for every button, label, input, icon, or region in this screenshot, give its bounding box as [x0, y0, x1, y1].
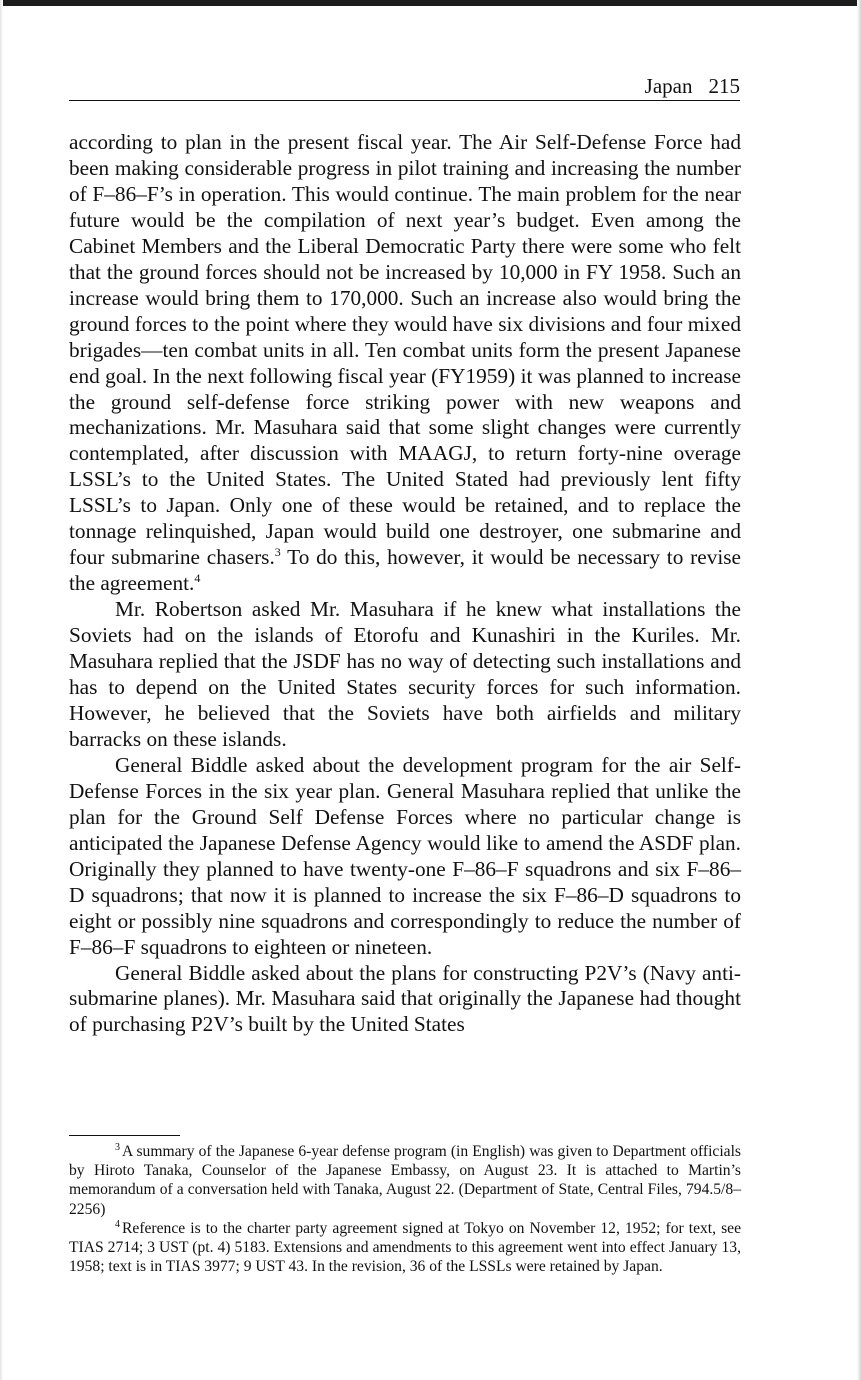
paragraph-text: General Biddle asked about the plans for constructing P2V’s (Navy anti-submarine planes). Mr. Masuhara said that originally the Japanese had thought of purchasing P2V’s built by the United States	[69, 960, 741, 1037]
paragraph-text: according to plan in the present fiscal year. The Air Self-Defense Force had been making considerable progress in pilot training and increasing the number of F–86–F’s in operation. This would continue. The main problem for the near future would be the compilation of next year’s budget. Even among the Cabinet Members and the Liberal Democratic Party there were some who felt that the ground forces should not be increased by 10,000 in FY 1958. Such an increase would bring them to 170,000. Such an increase also would bring the ground forces to the point where they would have six divisions and four mixed brigades—ten combat units in all. Ten combat units form the present Japanese end goal. In the next following fiscal year (FY1959) it was planned to increase the ground self-defense force striking power with new weapons and mechanizations. Mr. Masuhara said that some slight changes were currently contemplated, after discussion with MAAGJ, to return forty-nine overage LSSL’s to the United States. The United Stated had previously lent fifty LSSL’s to Japan. Only one of these would be retained, and to replace the tonnage relinquished, Japan would build one destroyer, one submarine and four submarine chasers.	[69, 130, 741, 570]
page-number: 215	[708, 74, 740, 98]
footnote-text: Reference is to the charter party agreement signed at Tokyo on November 12, 1952; for text, see TIAS 2714; 3 UST (pt. 4) 5183. Extensions and amendments to this agreement went into effect January 13, 1958; text is in TIAS 3977; 9 UST 43. In the revision, 36 of the LSSLs were retained by Japan.	[69, 1219, 741, 1276]
footnote-reference-4: 4	[194, 571, 201, 586]
footnote-rule	[69, 1135, 180, 1136]
body-text	[69, 130, 741, 1038]
paragraph-continued	[69, 130, 741, 597]
paragraph-text: General Biddle asked about the development program for the air Self-Defense Forces in the six year plan. General Masuhara replied that unlike the plan for the Ground Self Defense Forces where no particular change is anticipated the Japanese Defense Agency would like to amend the ASDF plan. Originally they planned to have twenty-one F–86–F squadrons and six F–86–D squadrons; that now it is planned to increase the six F–86–D squadrons to eight or possibly nine squadrons and correspondingly to reduce the number of F–86–F squadrons to eighteen or nineteen.	[69, 752, 741, 959]
running-head-section: Japan	[644, 74, 693, 98]
footnote-text: A summary of the Japanese 6-year defense program (in English) was given to Department officials by Hiroto Tanaka, Counselor of the Japanese Embassy, on August 23. It is attached to Martin’s memorandum of a conversation held with Tanaka, August 22. (Department of State, Central Files, 794.5/8–2256)	[69, 1143, 741, 1218]
paragraph-p2v-plans	[69, 961, 741, 1039]
running-head	[69, 74, 740, 101]
scan-left-edge	[0, 0, 3, 1380]
footnote-number: 3	[115, 1141, 120, 1153]
paragraph-asdf-plan	[69, 753, 741, 961]
footnotes	[69, 1142, 741, 1276]
scan-right-edge	[857, 0, 861, 1380]
footnote-4	[69, 1219, 741, 1277]
paragraph-text: Mr. Robertson asked Mr. Masuhara if he knew what installations the Soviets had on the islands of Etorofu and Kunashiri in the Kuriles. Mr. Masuhara replied that the JSDF has no way of detecting such installations and has to depend on the United States security forces for such information. However, he believed that the Soviets have both airfields and military barracks on these islands.	[69, 597, 741, 751]
scan-top-edge	[0, 0, 861, 6]
paragraph-text: To do this, however, it would be necessary to revise the agreement.	[69, 545, 741, 596]
paragraph-robertson-question	[69, 597, 741, 753]
footnote-number: 4	[115, 1218, 120, 1230]
footnote-reference-3: 3	[274, 545, 281, 560]
footnote-3	[69, 1142, 741, 1219]
